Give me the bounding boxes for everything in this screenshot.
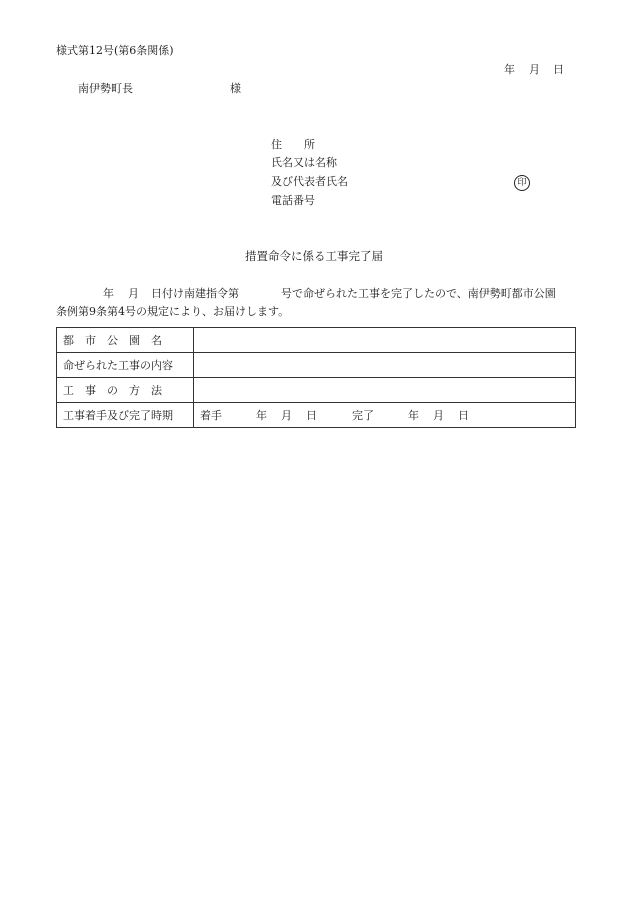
table-row bbox=[57, 378, 576, 403]
document-title: 措置命令に係る工事完了届 bbox=[245, 249, 383, 263]
period-end-year: 年 bbox=[408, 409, 419, 422]
period-start-day: 日 bbox=[306, 409, 317, 422]
table-row bbox=[57, 328, 576, 353]
period-end-day: 日 bbox=[458, 409, 469, 422]
address-label: 住 所 bbox=[271, 138, 315, 151]
period-end-month: 月 bbox=[433, 409, 444, 422]
period-end-label: 完了 bbox=[352, 409, 374, 422]
body-line-2: 条例第9条第4号の規定により、お届けします。 bbox=[56, 305, 290, 318]
completion-table bbox=[56, 327, 576, 428]
table-row bbox=[57, 403, 576, 428]
date-month: 月 bbox=[529, 63, 540, 76]
period-start-label: 着手 bbox=[200, 409, 222, 422]
period-start-month: 月 bbox=[281, 409, 292, 422]
name-label-1: 氏名又は名称 bbox=[271, 156, 337, 169]
seal-mark: 印 bbox=[514, 175, 530, 191]
addressee-name: 南伊勢町長 bbox=[78, 82, 133, 95]
body-order-suffix: 号で命ぜられた工事を完了したので、南伊勢町都市公園 bbox=[281, 287, 556, 300]
period-start-year: 年 bbox=[256, 409, 267, 422]
work-method-value[interactable] bbox=[194, 378, 576, 403]
form-number: 様式第12号(第6条関係) bbox=[56, 44, 174, 57]
body-month: 月 bbox=[128, 287, 139, 300]
addressee-honorific: 様 bbox=[230, 82, 241, 95]
body-year: 年 bbox=[103, 287, 114, 300]
date-day: 日 bbox=[553, 63, 564, 76]
work-period-value[interactable] bbox=[194, 403, 576, 428]
body-order-ref: 日付け南建指令第 bbox=[151, 287, 239, 300]
park-name-value[interactable] bbox=[194, 328, 576, 353]
name-label-2: 及び代表者氏名 bbox=[271, 175, 348, 188]
work-content-value[interactable] bbox=[194, 353, 576, 378]
table-row bbox=[57, 353, 576, 378]
phone-label: 電話番号 bbox=[271, 194, 315, 207]
row-label-park-name: 都 市 公 園 名 bbox=[57, 328, 194, 353]
row-label-work-period: 工事着手及び完了時期 bbox=[57, 403, 194, 428]
row-label-work-method: 工 事 の 方 法 bbox=[57, 378, 194, 403]
row-label-work-content: 命ぜられた工事の内容 bbox=[57, 353, 194, 378]
date-year: 年 bbox=[504, 63, 515, 76]
